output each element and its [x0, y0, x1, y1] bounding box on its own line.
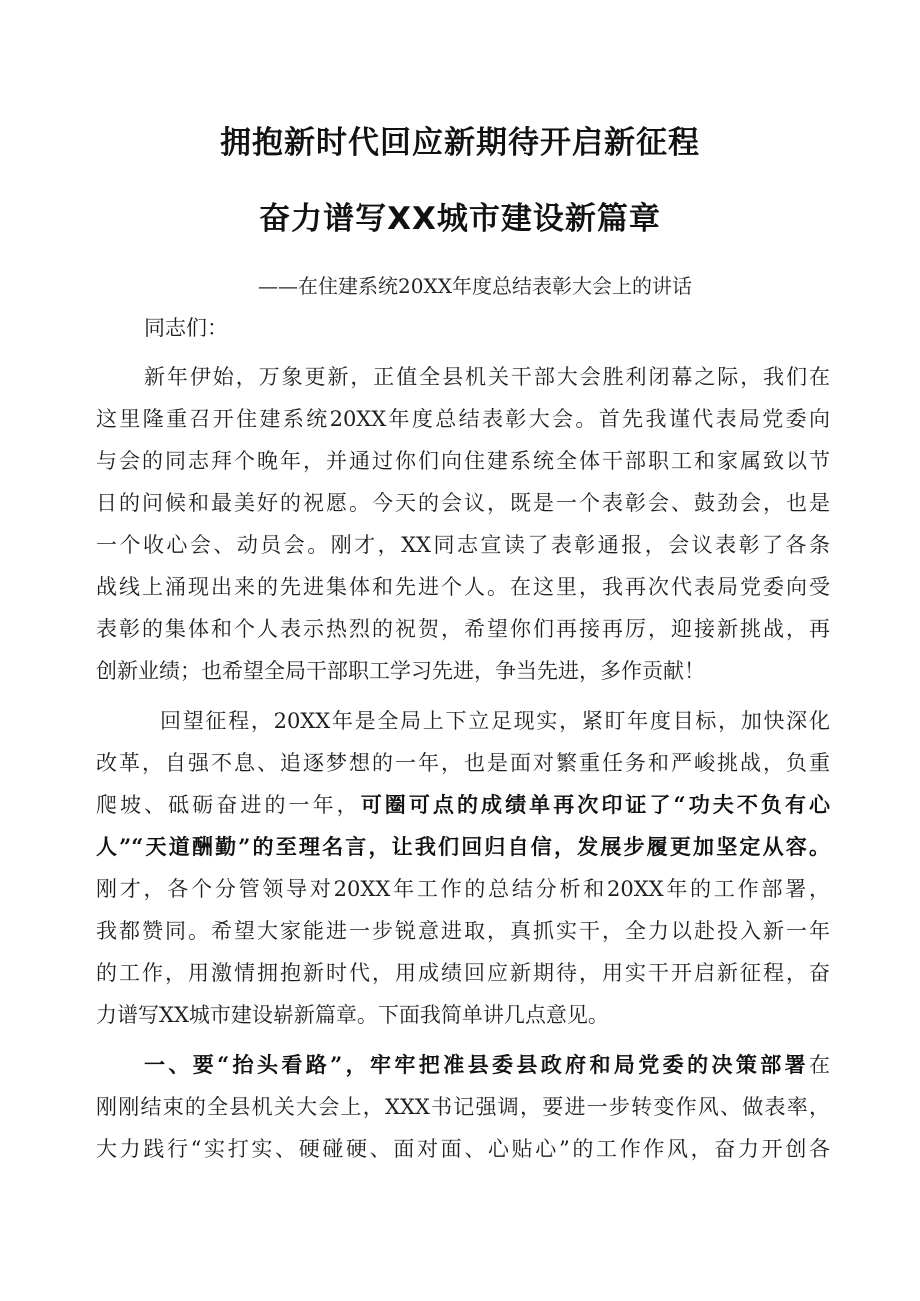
section-1-heading: 一、要“抬头看路”，牢牢把准县委县政府和局党委的决策部署 [144, 1052, 809, 1077]
paragraph-2-bold-text: 可圈可点的成绩单再次印证了“功夫不负有心 [360, 792, 831, 817]
paragraph-1-line: 日的问候和最美好的祝愿。今天的会议，既是一个表彰会、鼓劲会，也是 [96, 491, 830, 515]
paragraph-1-line: 新年伊始，万象更新，正值全县机关干部大会胜利闭幕之际，我们在 [144, 365, 830, 389]
paragraph-2-line: 改革，自强不息、追逐梦想的一年，也是面对繁重任务和严峻挑战，负重 [96, 751, 830, 775]
paragraph-2-line: 的工作，用激情拥抱新时代，用成绩回应新期待，用实干开启新征程，奋 [96, 961, 830, 985]
paragraph-1-line: 与会的同志拜个晚年，并通过你们向住建系统全体干部职工和家属致以节 [96, 449, 830, 473]
paragraph-2-line: 刚才，各个分管领导对20XX年工作的总结分析和20XX年的工作部署， [96, 877, 830, 901]
paragraph-2-line [96, 790, 830, 820]
paragraph-2-line: 回望征程，20XX年是全局上下立足现实，紧盯年度目标，加快深化 [160, 709, 830, 733]
salutation: 同志们： [144, 316, 228, 340]
section-1-line: 大力践行“实打实、硬碰硬、面对面、心贴心”的工作作风，奋力开创各 [96, 1137, 830, 1161]
paragraph-1-line: 表彰的集体和个人表示热烈的祝贺，希望你们再接再厉，迎接新挑战，再 [96, 617, 830, 641]
paragraph-1-line: 这里隆重召开住建系统20XX年度总结表彰大会。首先我谨代表局党委向 [96, 407, 830, 431]
title-line-2: 奋力谱写XX城市建设新篇章 [259, 201, 661, 237]
paragraph-1-line: 创新业绩；也希望全局干部职工学习先进，争当先进，多作贡献！ [96, 659, 705, 683]
section-1-line: 刚刚结束的全县机关大会上，XXX书记强调，要进一步转变作风、做表率， [96, 1095, 830, 1119]
paragraph-2-line: 力谱写XX城市建设崭新篇章。下面我简单讲几点意见。 [96, 1003, 609, 1027]
paragraph-1-line: 战线上涌现出来的先进集体和先进个人。在这里，我再次代表局党委向受 [96, 575, 830, 599]
paragraph-2-line: 我都赞同。希望大家能进一步锐意进取，真抓实干，全力以赴投入新一年 [96, 919, 830, 943]
subtitle: ——在住建系统20XX年度总结表彰大会上的讲话 [258, 274, 692, 298]
paragraph-2-bold-line: 人”“天道酬勤”的至理名言，让我们回归自信，发展步履更加坚定从容。 [96, 834, 830, 859]
section-1-heading-tail: 在 [809, 1053, 830, 1077]
section-1-heading-line [144, 1050, 830, 1080]
title-line-1: 拥抱新时代回应新期待开启新征程 [220, 125, 700, 161]
paragraph-2-text: 爬坡、砥砺奋进的一年， [96, 793, 361, 817]
paragraph-1-line: 一个收心会、动员会。刚才，XX同志宣读了表彰通报，会议表彰了各条 [96, 533, 830, 557]
